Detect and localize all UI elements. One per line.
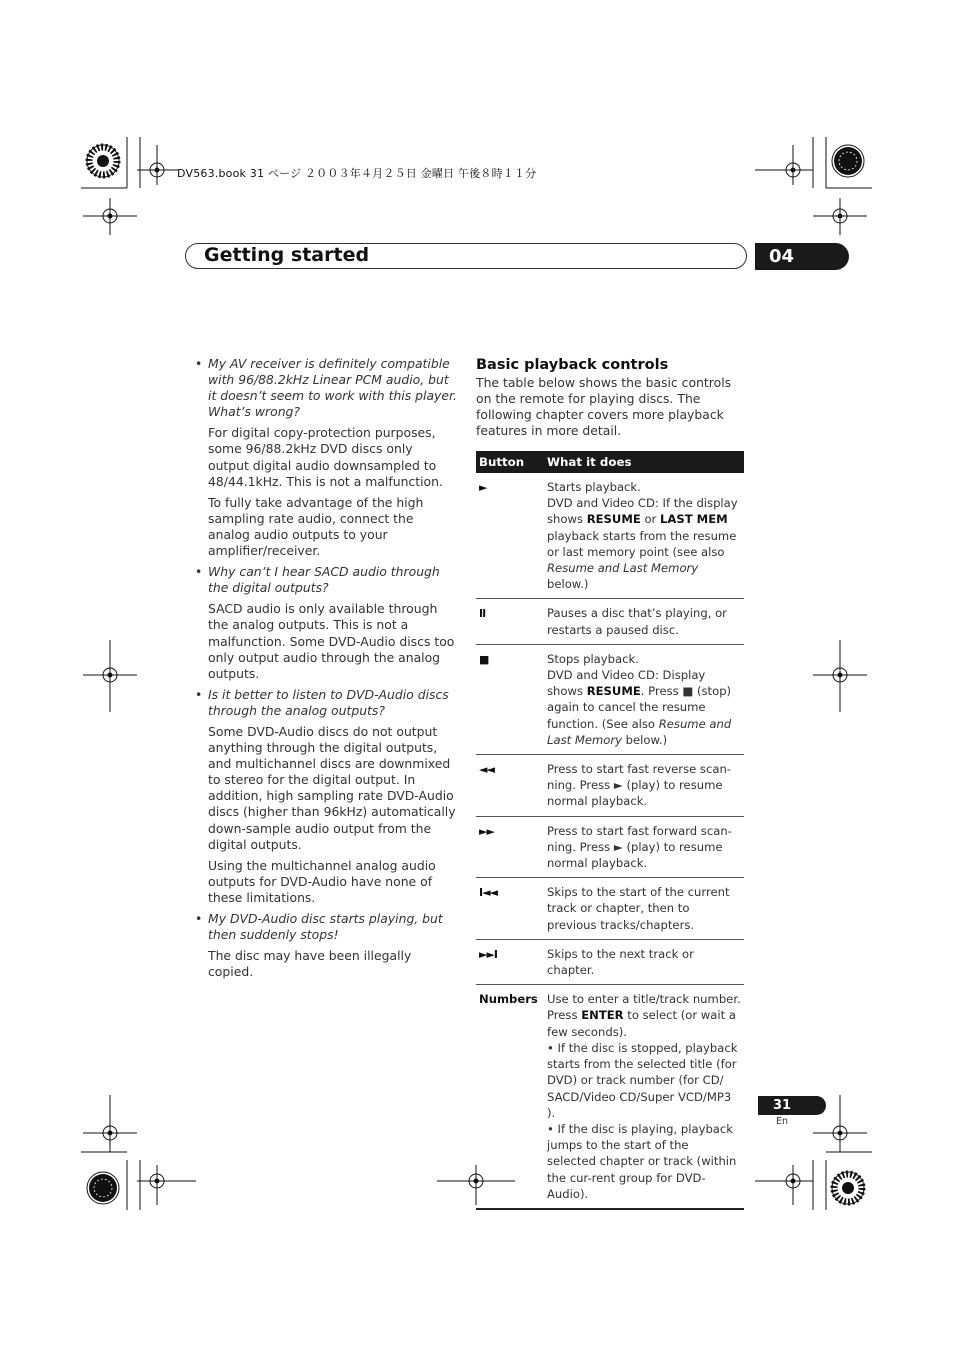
faq-answer: The disc may have been illegally copied. xyxy=(208,948,412,980)
table-row xyxy=(476,985,744,1209)
faq-column xyxy=(195,356,457,985)
col-button-header: Button xyxy=(476,451,544,473)
table-row xyxy=(476,816,744,878)
row-description: Pauses a disc that’s playing, or restarts a paused disc. xyxy=(544,599,744,644)
faq-item xyxy=(195,564,457,682)
table-row xyxy=(476,473,744,599)
table-row xyxy=(476,939,744,984)
section-intro: The table below shows the basic controls on the remote for playing discs. The following chapter covers more playback features in more detail. xyxy=(476,375,732,439)
language-code: En xyxy=(776,1116,789,1127)
faq-answer: Using the multichannel analog audio outputs for DVD-Audio have none of these limitations. xyxy=(208,857,436,905)
rewind-icon: ◄◄ xyxy=(479,763,494,777)
row-description: Stops playback. DVD and Video CD: Display shows RESUME. Press ■ (stop) again to cancel the resume function. (See also Resume and Last Memory below.) xyxy=(544,644,744,754)
faq-item xyxy=(195,356,457,559)
faq-answer: To fully take advantage of the high sampling rate audio, connect the analog audio outputs to your amplifier/receiver. xyxy=(208,494,424,559)
row-description: Starts playback. DVD and Video CD: If the display shows RESUME or LAST MEM playback starts from the resume or last memory point (see also Resume and Last Memory below.) xyxy=(544,473,744,599)
next-icon: ►►I xyxy=(479,947,498,961)
page-number: 31 xyxy=(758,1096,826,1115)
stop-icon: ■ xyxy=(479,652,489,666)
pause-icon: II xyxy=(479,607,486,621)
faq-answer: For digital copy-protection purposes, some 96/88.2kHz DVD discs only output digital audio downsampled to 48/44.1kHz. This is not a malfunction. xyxy=(208,425,443,489)
table-row xyxy=(476,644,744,754)
row-description: Skips to the next track or chapter. xyxy=(544,939,744,984)
col-what-header: What it does xyxy=(544,451,744,473)
play-icon: ► xyxy=(479,481,487,494)
faq-question: • My DVD-Audio disc starts playing, but then suddenly stops! xyxy=(195,911,443,943)
file-info-line: DV563.book 31 ページ ２００３年４月２５日 金曜日 午後８時１１分 xyxy=(177,167,537,180)
playback-section xyxy=(476,357,744,439)
table-row xyxy=(476,599,744,644)
row-description: Use to enter a title/track number. Press ENTER to select (or wait a few seconds). • If the disc is stopped, playback starts from the selected title (for DVD) or track number (for CD/ SACD/Video CD/Super VCD/MP3 ). • If the disc is playing, playback jumps to the start of the selected chapter or track (within the cur-rent group for DVD-Audio). xyxy=(544,985,744,1209)
row-description: Skips to the start of the current track or chapter, then to previous tracks/chapters. xyxy=(544,878,744,940)
chapter-badge: 04 xyxy=(755,243,849,270)
numbers-label: Numbers xyxy=(476,985,544,1209)
row-description: Press to start fast forward scan-ning. Press ► (play) to resume normal playback. xyxy=(544,816,744,878)
row-description: Press to start fast reverse scan-ning. Press ► (play) to resume normal playback. xyxy=(544,755,744,817)
faq-answer: SACD audio is only available through the analog outputs. This is not a malfunction. Some DVD-Audio discs too only output audio through the analog outputs. xyxy=(208,601,455,681)
faq-item xyxy=(195,911,457,980)
table-header-row xyxy=(476,451,744,473)
table-row xyxy=(476,755,744,817)
page-title: Getting started xyxy=(204,244,370,266)
fast-forward-icon: ►► xyxy=(479,824,494,838)
faq-answer: Some DVD-Audio discs do not output anything through the digital outputs, and multichannel discs are downmixed to stereo for the digital output. In addition, high sampling rate DVD-Audio discs (higher than 96kHz) automatically down-sample audio output from the digital outputs. xyxy=(208,723,456,852)
table-row xyxy=(476,878,744,940)
faq-question: • Is it better to listen to DVD-Audio discs through the analog outputs? xyxy=(195,686,449,718)
faq-question: • My AV receiver is definitely compatible with 96/88.2kHz Linear PCM audio, but it doesn’t seem to work with this player. What’s wrong? xyxy=(195,356,457,420)
controls-table xyxy=(476,451,744,1210)
previous-icon: I◄◄ xyxy=(479,886,498,900)
section-title: Basic playback controls xyxy=(476,357,669,373)
faq-question: • Why can’t I hear SACD audio through the digital outputs? xyxy=(195,564,440,596)
faq-item xyxy=(195,687,457,906)
